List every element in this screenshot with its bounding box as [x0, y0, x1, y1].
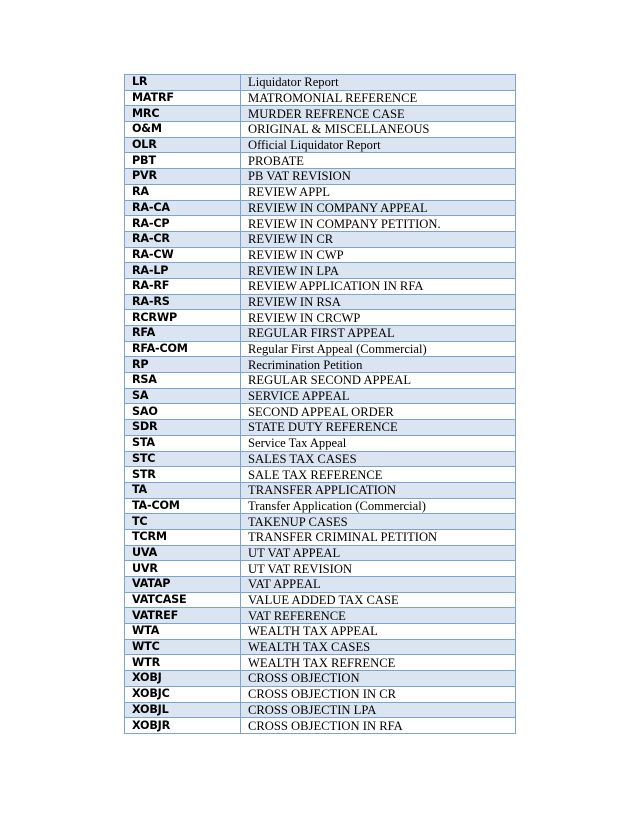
table-row	[125, 624, 516, 640]
case-code-cell: PVR	[125, 169, 241, 185]
case-code-cell: RA-CW	[125, 247, 241, 263]
table-row	[125, 247, 516, 263]
case-code-cell: O&M	[125, 122, 241, 138]
case-description-cell: SERVICE APPEAL	[241, 388, 516, 404]
case-description-cell: CROSS OBJECTION IN RFA	[241, 718, 516, 734]
table-row	[125, 498, 516, 514]
case-description-cell: SALE TAX REFERENCE	[241, 467, 516, 483]
table-row	[125, 294, 516, 310]
case-type-table-body	[125, 75, 516, 734]
table-row	[125, 137, 516, 153]
case-code-cell: UVA	[125, 545, 241, 561]
case-code-cell: STC	[125, 451, 241, 467]
case-description-cell: UT VAT REVISION	[241, 561, 516, 577]
case-description-cell: SECOND APPEAL ORDER	[241, 404, 516, 420]
case-code-cell: XOBJ	[125, 671, 241, 687]
case-code-cell: XOBJC	[125, 686, 241, 702]
case-description-cell: TRANSFER APPLICATION	[241, 482, 516, 498]
case-code-cell: XOBJR	[125, 718, 241, 734]
case-code-cell: STA	[125, 435, 241, 451]
table-row	[125, 529, 516, 545]
case-description-cell: REVIEW IN RSA	[241, 294, 516, 310]
table-row	[125, 263, 516, 279]
table-row	[125, 514, 516, 530]
table-row	[125, 451, 516, 467]
table-row	[125, 184, 516, 200]
case-code-cell: RFA	[125, 326, 241, 342]
case-code-cell: RP	[125, 357, 241, 373]
table-row	[125, 310, 516, 326]
case-description-cell: CROSS OBJECTIN LPA	[241, 702, 516, 718]
case-description-cell: PB VAT REVISION	[241, 169, 516, 185]
table-row	[125, 718, 516, 734]
table-row	[125, 106, 516, 122]
case-description-cell: MURDER REFRENCE CASE	[241, 106, 516, 122]
table-row	[125, 326, 516, 342]
case-description-cell: VALUE ADDED TAX CASE	[241, 592, 516, 608]
table-row	[125, 608, 516, 624]
case-description-cell: STATE DUTY REFERENCE	[241, 420, 516, 436]
case-code-cell: MRC	[125, 106, 241, 122]
table-row	[125, 671, 516, 687]
case-description-cell: CROSS OBJECTION	[241, 671, 516, 687]
case-code-cell: RCRWP	[125, 310, 241, 326]
case-description-cell: PROBATE	[241, 153, 516, 169]
case-description-cell: REVIEW IN LPA	[241, 263, 516, 279]
table-row	[125, 75, 516, 91]
case-type-table	[124, 74, 516, 734]
case-description-cell: REGULAR SECOND APPEAL	[241, 373, 516, 389]
case-description-cell: Recrimination Petition	[241, 357, 516, 373]
case-code-cell: VATCASE	[125, 592, 241, 608]
case-description-cell: REVIEW IN COMPANY APPEAL	[241, 200, 516, 216]
case-description-cell: TAKENUP CASES	[241, 514, 516, 530]
case-description-cell: Regular First Appeal (Commercial)	[241, 341, 516, 357]
table-row	[125, 373, 516, 389]
table-row	[125, 169, 516, 185]
case-description-cell: REVIEW APPLICATION IN RFA	[241, 278, 516, 294]
case-code-cell: WTA	[125, 624, 241, 640]
case-description-cell: REVIEW IN CRCWP	[241, 310, 516, 326]
table-row	[125, 467, 516, 483]
case-code-cell: WTC	[125, 639, 241, 655]
table-row	[125, 404, 516, 420]
case-code-cell: RFA-COM	[125, 341, 241, 357]
case-code-cell: SA	[125, 388, 241, 404]
case-code-cell: TA	[125, 482, 241, 498]
table-row	[125, 482, 516, 498]
case-code-cell: VATAP	[125, 577, 241, 593]
case-description-cell: ORIGINAL & MISCELLANEOUS	[241, 122, 516, 138]
table-row	[125, 231, 516, 247]
case-code-cell: VATREF	[125, 608, 241, 624]
table-row	[125, 216, 516, 232]
case-description-cell: MATROMONIAL REFERENCE	[241, 90, 516, 106]
case-code-cell: STR	[125, 467, 241, 483]
case-description-cell: VAT APPEAL	[241, 577, 516, 593]
case-code-cell: SDR	[125, 420, 241, 436]
case-code-cell: RA-RF	[125, 278, 241, 294]
table-row	[125, 420, 516, 436]
case-code-cell: LR	[125, 75, 241, 91]
case-description-cell: WEALTH TAX CASES	[241, 639, 516, 655]
case-code-cell: RSA	[125, 373, 241, 389]
table-row	[125, 341, 516, 357]
case-code-cell: OLR	[125, 137, 241, 153]
case-code-cell: TA-COM	[125, 498, 241, 514]
case-code-cell: TC	[125, 514, 241, 530]
case-code-cell: RA-CA	[125, 200, 241, 216]
table-row	[125, 435, 516, 451]
case-description-cell: REVIEW APPL	[241, 184, 516, 200]
case-description-cell: Official Liquidator Report	[241, 137, 516, 153]
case-description-cell: REVIEW IN COMPANY PETITION.	[241, 216, 516, 232]
case-code-cell: RA	[125, 184, 241, 200]
case-description-cell: CROSS OBJECTION IN CR	[241, 686, 516, 702]
case-description-cell: VAT REFERENCE	[241, 608, 516, 624]
table-row	[125, 686, 516, 702]
table-row	[125, 639, 516, 655]
case-code-cell: WTR	[125, 655, 241, 671]
case-description-cell: REVIEW IN CWP	[241, 247, 516, 263]
case-description-cell: SALES TAX CASES	[241, 451, 516, 467]
case-description-cell: REVIEW IN CR	[241, 231, 516, 247]
case-description-cell: UT VAT APPEAL	[241, 545, 516, 561]
case-description-cell: Liquidator Report	[241, 75, 516, 91]
case-code-cell: MATRF	[125, 90, 241, 106]
case-description-cell: Service Tax Appeal	[241, 435, 516, 451]
table-row	[125, 561, 516, 577]
case-description-cell: WEALTH TAX REFRENCE	[241, 655, 516, 671]
table-row	[125, 592, 516, 608]
table-row	[125, 388, 516, 404]
case-code-cell: RA-CR	[125, 231, 241, 247]
table-row	[125, 545, 516, 561]
table-row	[125, 655, 516, 671]
case-code-cell: SAO	[125, 404, 241, 420]
case-code-cell: TCRM	[125, 529, 241, 545]
case-description-cell: Transfer Application (Commercial)	[241, 498, 516, 514]
case-description-cell: TRANSFER CRIMINAL PETITION	[241, 529, 516, 545]
table-row	[125, 153, 516, 169]
table-row	[125, 577, 516, 593]
table-row	[125, 200, 516, 216]
case-description-cell: REGULAR FIRST APPEAL	[241, 326, 516, 342]
case-code-cell: RA-RS	[125, 294, 241, 310]
table-row	[125, 702, 516, 718]
table-row	[125, 357, 516, 373]
case-code-cell: RA-CP	[125, 216, 241, 232]
case-code-cell: PBT	[125, 153, 241, 169]
table-row	[125, 278, 516, 294]
table-row	[125, 90, 516, 106]
case-code-cell: RA-LP	[125, 263, 241, 279]
case-code-cell: UVR	[125, 561, 241, 577]
case-code-cell: XOBJL	[125, 702, 241, 718]
case-description-cell: WEALTH TAX APPEAL	[241, 624, 516, 640]
table-row	[125, 122, 516, 138]
